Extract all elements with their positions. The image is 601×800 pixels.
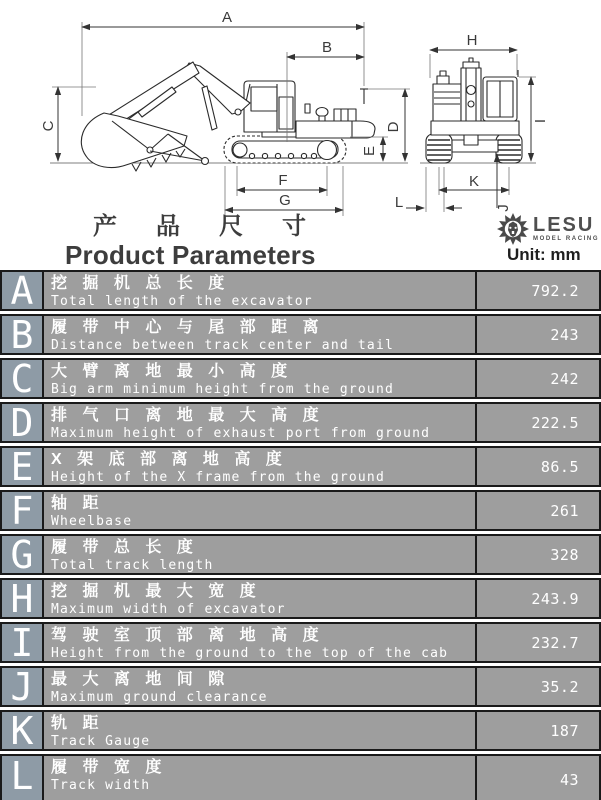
- row-label-en: Maximum width of excavator: [51, 602, 286, 617]
- row-letter: B: [2, 316, 44, 353]
- row-letter: D: [2, 404, 44, 441]
- page-title-zh: 产品尺寸: [93, 213, 345, 240]
- row-label-en: Track width: [51, 778, 151, 793]
- row-label-en: Track Gauge: [51, 734, 151, 749]
- table-row-k: [0, 710, 601, 751]
- row-value: 86.5: [540, 457, 579, 476]
- table-row-a: [0, 270, 601, 311]
- excavator-front-view: [426, 58, 522, 163]
- row-description: [44, 316, 477, 353]
- row-value: 43: [559, 771, 579, 789]
- row-letter: H: [2, 580, 44, 617]
- lion-icon: [497, 212, 529, 246]
- row-description: [44, 272, 477, 309]
- row-label-zh: 轨 距: [51, 715, 101, 732]
- row-label-en: Total length of the excavator: [51, 294, 313, 309]
- dim-label-l: L: [394, 194, 404, 211]
- row-value: 232.7: [531, 633, 579, 652]
- row-value: 242: [550, 369, 579, 388]
- row-label-en: Wheelbase: [51, 514, 133, 529]
- row-label-zh: 最 大 离 地 间 隙: [51, 671, 227, 688]
- dim-label-g: G: [279, 192, 291, 209]
- row-label-en: Total track length: [51, 558, 214, 573]
- row-letter: I: [2, 624, 44, 661]
- row-label-zh: 轴 距: [51, 495, 101, 512]
- row-label-en: Height of the X frame from the ground: [51, 470, 385, 485]
- dim-label-h: H: [466, 32, 478, 49]
- row-value: 328: [550, 545, 579, 564]
- row-value: 222.5: [531, 413, 579, 432]
- brand-name: LESU: [533, 214, 595, 236]
- row-label-zh: 履 带 总 长 度: [51, 539, 195, 556]
- row-label-en: Big arm minimum height from the ground: [51, 382, 395, 397]
- dim-label-d: D: [385, 121, 402, 133]
- dim-label-i: I: [532, 118, 549, 124]
- excavator-side-view: [81, 62, 375, 171]
- dim-label-b: B: [321, 39, 333, 56]
- table-row-c: [0, 358, 601, 399]
- row-label-zh: X 架 底 部 离 地 高 度: [51, 451, 284, 468]
- table-row-h: [0, 578, 601, 619]
- page-title-en: Product Parameters: [65, 240, 316, 270]
- table-row-b: [0, 314, 601, 355]
- row-letter: K: [2, 712, 44, 749]
- row-description: [44, 712, 477, 749]
- brand-tagline: MODEL RACING: [533, 236, 600, 242]
- row-label-zh: 挖 掘 机 最 大 宽 度: [51, 583, 258, 600]
- unit-label: Unit: mm: [507, 245, 581, 264]
- row-letter: F: [2, 492, 44, 529]
- parameters-table: [0, 270, 601, 800]
- row-description: [44, 580, 477, 617]
- table-row-j: [0, 666, 601, 707]
- row-description: [44, 624, 477, 661]
- row-label-en: Maximum height of exhaust port from ground: [51, 426, 431, 441]
- row-label-zh: 挖 掘 机 总 长 度: [51, 275, 227, 292]
- row-letter: J: [2, 668, 44, 705]
- table-row-g: [0, 534, 601, 575]
- dim-label-k: K: [468, 173, 480, 190]
- dim-label-f: F: [278, 172, 288, 189]
- row-description: [44, 536, 477, 573]
- row-label-zh: 驾 驶 室 顶 部 离 地 高 度: [51, 627, 321, 644]
- table-row-e: [0, 446, 601, 487]
- row-label-zh: 排 气 口 离 地 最 大 高 度: [51, 407, 321, 424]
- row-letter: L: [2, 756, 44, 800]
- table-row-f: [0, 490, 601, 531]
- row-description: [44, 448, 477, 485]
- row-value: 243: [550, 325, 579, 344]
- row-label-en: Maximum ground clearance: [51, 690, 268, 705]
- row-description: [44, 668, 477, 705]
- row-letter: E: [2, 448, 44, 485]
- row-label-zh: 大 臂 离 地 最 小 高 度: [51, 363, 290, 380]
- row-label-zh: 履 带 宽 度: [51, 759, 164, 776]
- row-letter: C: [2, 360, 44, 397]
- row-value: 261: [550, 501, 579, 520]
- brand-text-block: [533, 212, 599, 242]
- row-letter: A: [2, 272, 44, 309]
- row-description: [44, 756, 477, 800]
- brand-logo: [497, 212, 599, 246]
- row-letter: G: [2, 536, 44, 573]
- row-label-zh: 履 带 中 心 与 尾 部 距 离: [51, 319, 321, 336]
- row-label-en: Distance between track center and tail: [51, 338, 395, 353]
- row-value: 187: [550, 721, 579, 740]
- row-value: 35.2: [540, 677, 579, 696]
- table-row-l: [0, 754, 601, 800]
- row-description: [44, 404, 477, 441]
- table-row-d: [0, 402, 601, 443]
- table-row-i: [0, 622, 601, 663]
- row-description: [44, 360, 477, 397]
- dim-label-j: J: [495, 204, 512, 212]
- row-value: 792.2: [531, 281, 579, 300]
- row-value: 243.9: [531, 589, 579, 608]
- row-description: [44, 492, 477, 529]
- dim-label-c: C: [40, 120, 57, 132]
- dim-label-a: A: [221, 9, 233, 26]
- dim-label-e: E: [361, 145, 378, 157]
- row-label-en: Height from the ground to the top of the cab: [51, 646, 449, 661]
